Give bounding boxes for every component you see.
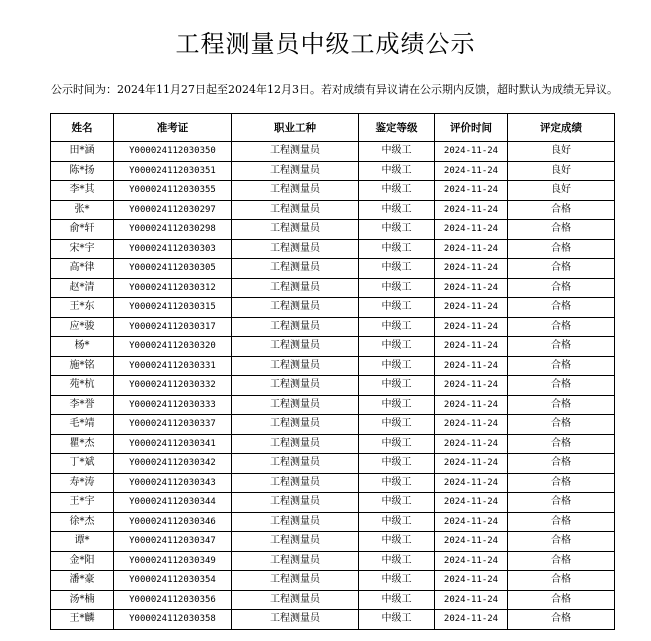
cell-level: 中级工 <box>359 142 435 162</box>
cell-level: 中级工 <box>359 200 435 220</box>
cell-ticket-id: Y000024112030341 <box>114 434 232 454</box>
cell-name: 陈*扬 <box>51 161 114 181</box>
table-row <box>51 200 615 220</box>
cell-eval-date: 2024-11-24 <box>435 434 508 454</box>
cell-grade: 合格 <box>508 454 615 474</box>
header-grade: 评定成绩 <box>508 114 615 142</box>
cell-name: 张* <box>51 200 114 220</box>
table-row <box>51 259 615 279</box>
cell-occupation: 工程测量员 <box>232 590 359 610</box>
cell-grade: 合格 <box>508 220 615 240</box>
cell-level: 中级工 <box>359 337 435 357</box>
cell-occupation: 工程测量员 <box>232 278 359 298</box>
table-row <box>51 434 615 454</box>
cell-name: 徐*杰 <box>51 512 114 532</box>
cell-occupation: 工程测量员 <box>232 298 359 318</box>
table-body <box>51 142 615 630</box>
cell-occupation: 工程测量员 <box>232 532 359 552</box>
cell-grade: 合格 <box>508 434 615 454</box>
cell-ticket-id: Y000024112030297 <box>114 200 232 220</box>
cell-occupation: 工程测量员 <box>232 239 359 259</box>
cell-eval-date: 2024-11-24 <box>435 512 508 532</box>
cell-level: 中级工 <box>359 551 435 571</box>
table-row <box>51 551 615 571</box>
cell-ticket-id: Y000024112030331 <box>114 356 232 376</box>
cell-eval-date: 2024-11-24 <box>435 415 508 435</box>
table-row <box>51 493 615 513</box>
page-title: 工程测量员中级工成绩公示 <box>175 30 476 58</box>
cell-level: 中级工 <box>359 415 435 435</box>
cell-name: 宋*宇 <box>51 239 114 259</box>
cell-ticket-id: Y000024112030312 <box>114 278 232 298</box>
cell-grade: 合格 <box>508 532 615 552</box>
cell-name: 赵*清 <box>51 278 114 298</box>
cell-eval-date: 2024-11-24 <box>435 142 508 162</box>
cell-occupation: 工程测量员 <box>232 395 359 415</box>
cell-grade: 合格 <box>508 317 615 337</box>
cell-name: 瞿*杰 <box>51 434 114 454</box>
cell-eval-date: 2024-11-24 <box>435 571 508 591</box>
cell-name: 施*铭 <box>51 356 114 376</box>
cell-eval-date: 2024-11-24 <box>435 181 508 201</box>
cell-name: 俞*轩 <box>51 220 114 240</box>
cell-occupation: 工程测量员 <box>232 473 359 493</box>
cell-name: 田*涵 <box>51 142 114 162</box>
cell-name: 谭* <box>51 532 114 552</box>
cell-ticket-id: Y000024112030358 <box>114 610 232 630</box>
cell-level: 中级工 <box>359 376 435 396</box>
table-row <box>51 142 615 162</box>
cell-level: 中级工 <box>359 317 435 337</box>
table-row <box>51 512 615 532</box>
cell-eval-date: 2024-11-24 <box>435 356 508 376</box>
table-row <box>51 571 615 591</box>
table-row <box>51 532 615 552</box>
table-header-row <box>51 114 615 142</box>
table-row <box>51 161 615 181</box>
cell-occupation: 工程测量员 <box>232 376 359 396</box>
cell-eval-date: 2024-11-24 <box>435 376 508 396</box>
cell-name: 潘*豪 <box>51 571 114 591</box>
cell-occupation: 工程测量员 <box>232 317 359 337</box>
cell-grade: 合格 <box>508 610 615 630</box>
cell-name: 应*骏 <box>51 317 114 337</box>
cell-level: 中级工 <box>359 493 435 513</box>
cell-ticket-id: Y000024112030343 <box>114 473 232 493</box>
cell-occupation: 工程测量员 <box>232 551 359 571</box>
table-row <box>51 473 615 493</box>
cell-ticket-id: Y000024112030303 <box>114 239 232 259</box>
cell-grade: 合格 <box>508 590 615 610</box>
cell-grade: 良好 <box>508 161 615 181</box>
table-row <box>51 220 615 240</box>
table-row <box>51 239 615 259</box>
cell-level: 中级工 <box>359 161 435 181</box>
cell-ticket-id: Y000024112030342 <box>114 454 232 474</box>
table-row <box>51 356 615 376</box>
cell-occupation: 工程测量员 <box>232 200 359 220</box>
cell-name: 王*宇 <box>51 493 114 513</box>
cell-eval-date: 2024-11-24 <box>435 532 508 552</box>
cell-ticket-id: Y000024112030350 <box>114 142 232 162</box>
cell-name: 王*麟 <box>51 610 114 630</box>
cell-name: 寿*涛 <box>51 473 114 493</box>
cell-eval-date: 2024-11-24 <box>435 278 508 298</box>
table-row <box>51 395 615 415</box>
cell-level: 中级工 <box>359 473 435 493</box>
header-name: 姓名 <box>51 114 114 142</box>
cell-ticket-id: Y000024112030349 <box>114 551 232 571</box>
cell-name: 杨* <box>51 337 114 357</box>
header-occupation: 职业工种 <box>232 114 359 142</box>
table-row <box>51 610 615 630</box>
cell-level: 中级工 <box>359 512 435 532</box>
cell-occupation: 工程测量员 <box>232 220 359 240</box>
header-ticket-id: 准考证 <box>114 114 232 142</box>
cell-eval-date: 2024-11-24 <box>435 239 508 259</box>
cell-occupation: 工程测量员 <box>232 181 359 201</box>
publicity-notice: 公示时间为：2024年11月27日起至2024年12月3日。若对成绩有异议请在公示期内反馈，超时默认为成绩无异议。 <box>51 83 618 96</box>
cell-name: 毛*靖 <box>51 415 114 435</box>
table-row <box>51 337 615 357</box>
cell-level: 中级工 <box>359 590 435 610</box>
cell-level: 中级工 <box>359 278 435 298</box>
cell-grade: 良好 <box>508 181 615 201</box>
cell-grade: 合格 <box>508 259 615 279</box>
cell-occupation: 工程测量员 <box>232 512 359 532</box>
cell-grade: 合格 <box>508 493 615 513</box>
cell-grade: 合格 <box>508 571 615 591</box>
cell-ticket-id: Y000024112030347 <box>114 532 232 552</box>
cell-eval-date: 2024-11-24 <box>435 473 508 493</box>
table-row <box>51 376 615 396</box>
cell-occupation: 工程测量员 <box>232 610 359 630</box>
cell-ticket-id: Y000024112030355 <box>114 181 232 201</box>
cell-name: 李*其 <box>51 181 114 201</box>
cell-ticket-id: Y000024112030356 <box>114 590 232 610</box>
cell-grade: 合格 <box>508 200 615 220</box>
cell-grade: 合格 <box>508 239 615 259</box>
cell-ticket-id: Y000024112030332 <box>114 376 232 396</box>
table-row <box>51 181 615 201</box>
cell-name: 汤*楠 <box>51 590 114 610</box>
table-row <box>51 278 615 298</box>
table-row <box>51 454 615 474</box>
cell-eval-date: 2024-11-24 <box>435 200 508 220</box>
cell-occupation: 工程测量员 <box>232 356 359 376</box>
cell-ticket-id: Y000024112030344 <box>114 493 232 513</box>
cell-eval-date: 2024-11-24 <box>435 337 508 357</box>
cell-grade: 合格 <box>508 473 615 493</box>
cell-occupation: 工程测量员 <box>232 259 359 279</box>
cell-level: 中级工 <box>359 356 435 376</box>
cell-ticket-id: Y000024112030351 <box>114 161 232 181</box>
cell-occupation: 工程测量员 <box>232 454 359 474</box>
cell-eval-date: 2024-11-24 <box>435 493 508 513</box>
cell-grade: 良好 <box>508 142 615 162</box>
header-eval-date: 评价时间 <box>435 114 508 142</box>
cell-name: 李*誉 <box>51 395 114 415</box>
cell-ticket-id: Y000024112030337 <box>114 415 232 435</box>
header-level: 鉴定等级 <box>359 114 435 142</box>
cell-eval-date: 2024-11-24 <box>435 454 508 474</box>
cell-occupation: 工程测量员 <box>232 337 359 357</box>
cell-ticket-id: Y000024112030320 <box>114 337 232 357</box>
cell-ticket-id: Y000024112030298 <box>114 220 232 240</box>
cell-eval-date: 2024-11-24 <box>435 259 508 279</box>
cell-level: 中级工 <box>359 532 435 552</box>
cell-occupation: 工程测量员 <box>232 415 359 435</box>
cell-eval-date: 2024-11-24 <box>435 298 508 318</box>
cell-occupation: 工程测量员 <box>232 142 359 162</box>
cell-name: 高*律 <box>51 259 114 279</box>
cell-level: 中级工 <box>359 239 435 259</box>
table-row <box>51 298 615 318</box>
cell-level: 中级工 <box>359 181 435 201</box>
cell-ticket-id: Y000024112030354 <box>114 571 232 591</box>
cell-eval-date: 2024-11-24 <box>435 220 508 240</box>
table-row <box>51 415 615 435</box>
cell-eval-date: 2024-11-24 <box>435 317 508 337</box>
cell-ticket-id: Y000024112030333 <box>114 395 232 415</box>
cell-occupation: 工程测量员 <box>232 493 359 513</box>
cell-ticket-id: Y000024112030317 <box>114 317 232 337</box>
cell-name: 王*东 <box>51 298 114 318</box>
cell-level: 中级工 <box>359 298 435 318</box>
cell-name: 苑*杭 <box>51 376 114 396</box>
cell-grade: 合格 <box>508 298 615 318</box>
cell-occupation: 工程测量员 <box>232 161 359 181</box>
cell-grade: 合格 <box>508 415 615 435</box>
cell-grade: 合格 <box>508 356 615 376</box>
cell-name: 金*阳 <box>51 551 114 571</box>
table-row <box>51 590 615 610</box>
cell-level: 中级工 <box>359 610 435 630</box>
cell-grade: 合格 <box>508 551 615 571</box>
cell-level: 中级工 <box>359 259 435 279</box>
cell-level: 中级工 <box>359 220 435 240</box>
cell-eval-date: 2024-11-24 <box>435 551 508 571</box>
cell-level: 中级工 <box>359 395 435 415</box>
cell-eval-date: 2024-11-24 <box>435 590 508 610</box>
cell-ticket-id: Y000024112030346 <box>114 512 232 532</box>
cell-grade: 合格 <box>508 512 615 532</box>
cell-grade: 合格 <box>508 337 615 357</box>
cell-level: 中级工 <box>359 434 435 454</box>
table-row <box>51 317 615 337</box>
cell-grade: 合格 <box>508 376 615 396</box>
cell-grade: 合格 <box>508 395 615 415</box>
cell-level: 中级工 <box>359 454 435 474</box>
cell-ticket-id: Y000024112030315 <box>114 298 232 318</box>
cell-grade: 合格 <box>508 278 615 298</box>
cell-level: 中级工 <box>359 571 435 591</box>
cell-eval-date: 2024-11-24 <box>435 161 508 181</box>
cell-eval-date: 2024-11-24 <box>435 610 508 630</box>
results-table <box>50 113 615 630</box>
cell-occupation: 工程测量员 <box>232 434 359 454</box>
cell-name: 丁*斌 <box>51 454 114 474</box>
cell-eval-date: 2024-11-24 <box>435 395 508 415</box>
cell-ticket-id: Y000024112030305 <box>114 259 232 279</box>
cell-occupation: 工程测量员 <box>232 571 359 591</box>
